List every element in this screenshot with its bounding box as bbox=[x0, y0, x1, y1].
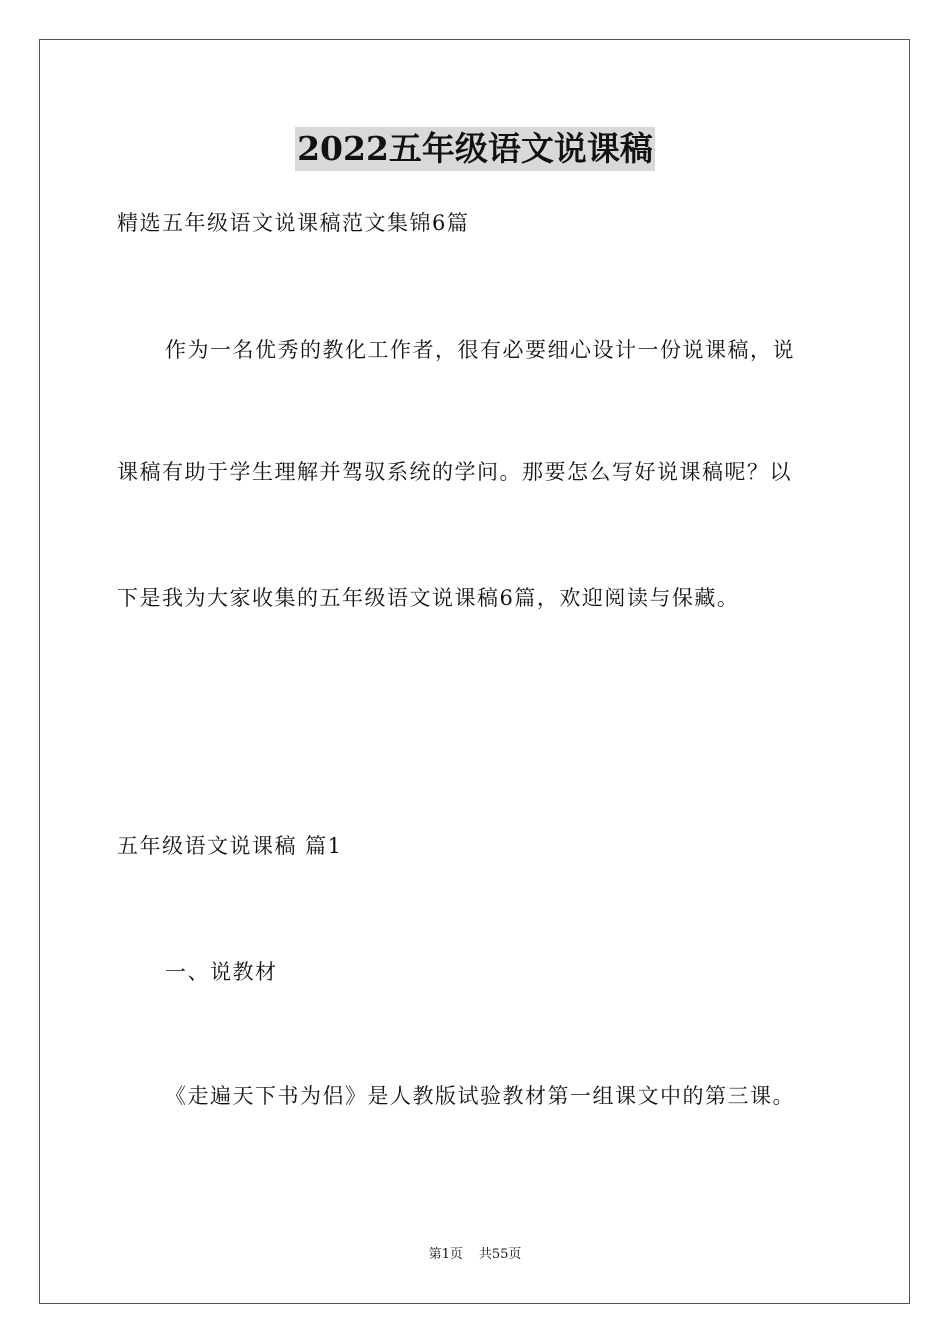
section-heading: 五年级语文说课稿 篇1 bbox=[117, 834, 343, 858]
body-line: 《走遍天下书为侣》是人教版试验教材第一组课文中的第三课。 bbox=[165, 1084, 795, 1108]
intro-line-2: 课稿有助于学生理解并驾驭系统的学问。那要怎么写好说课稿呢？以 bbox=[117, 460, 792, 484]
document-subtitle: 精选五年级语文说课稿范文集锦6篇 bbox=[117, 211, 470, 235]
subsection-heading: 一、说教材 bbox=[165, 960, 278, 984]
title-container bbox=[0, 127, 950, 171]
document-title: 2022五年级语文说课稿 bbox=[295, 127, 655, 171]
intro-line-1: 作为一名优秀的教化工作者，很有必要细心设计一份说课稿，说 bbox=[165, 338, 795, 362]
page-footer bbox=[0, 1246, 950, 1264]
page-total: 共55页 bbox=[478, 1247, 522, 1262]
page-number: 第1页 bbox=[428, 1247, 463, 1262]
intro-line-3: 下是我为大家收集的五年级语文说课稿6篇，欢迎阅读与保藏。 bbox=[117, 586, 740, 610]
